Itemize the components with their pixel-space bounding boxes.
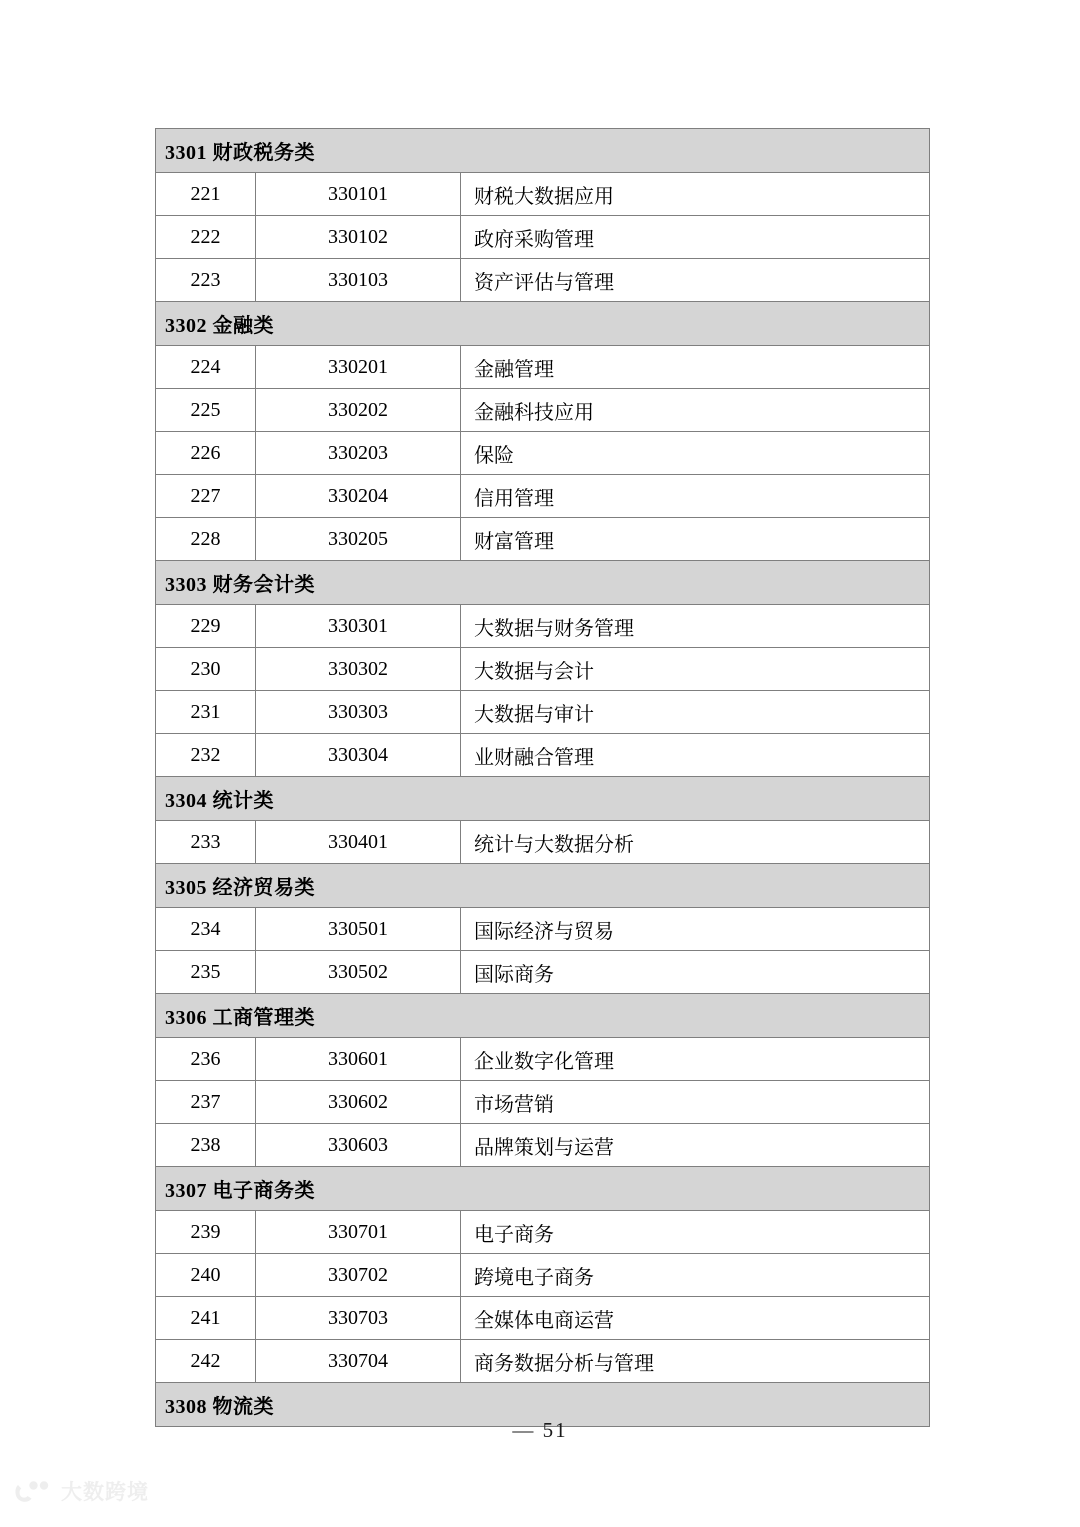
watermark-text: 大数跨境 [61, 1479, 149, 1504]
row-major-name: 统计与大数据分析 [461, 821, 930, 864]
row-sequence-number: 238 [156, 1124, 256, 1167]
dashu-logo-icon [14, 1479, 54, 1505]
row-major-name: 品牌策划与运营 [461, 1124, 930, 1167]
row-major-code: 330201 [256, 346, 461, 389]
row-sequence-number: 230 [156, 648, 256, 691]
row-major-code: 330103 [256, 259, 461, 302]
row-major-code: 330205 [256, 518, 461, 561]
table-row [156, 346, 930, 389]
row-major-code: 330303 [256, 691, 461, 734]
row-major-code: 330603 [256, 1124, 461, 1167]
row-major-name: 金融管理 [461, 346, 930, 389]
row-major-code: 330401 [256, 821, 461, 864]
table-row [156, 173, 930, 216]
row-major-code: 330101 [256, 173, 461, 216]
row-major-code: 330102 [256, 216, 461, 259]
row-major-name: 企业数字化管理 [461, 1038, 930, 1081]
row-sequence-number: 222 [156, 216, 256, 259]
table-row [156, 216, 930, 259]
row-sequence-number: 237 [156, 1081, 256, 1124]
row-major-code: 330202 [256, 389, 461, 432]
row-sequence-number: 235 [156, 951, 256, 994]
row-major-name: 财富管理 [461, 518, 930, 561]
row-major-code: 330502 [256, 951, 461, 994]
category-header-label: 3306 工商管理类 [156, 994, 930, 1038]
row-sequence-number: 232 [156, 734, 256, 777]
page-number: — 51 [512, 1418, 568, 1442]
table-row [156, 259, 930, 302]
row-sequence-number: 242 [156, 1340, 256, 1383]
table-row [156, 475, 930, 518]
category-header-label: 3305 经济贸易类 [156, 864, 930, 908]
major-catalog-table [155, 128, 930, 1427]
row-major-name: 大数据与审计 [461, 691, 930, 734]
row-major-code: 330501 [256, 908, 461, 951]
row-sequence-number: 223 [156, 259, 256, 302]
row-sequence-number: 227 [156, 475, 256, 518]
row-sequence-number: 225 [156, 389, 256, 432]
table-row [156, 1297, 930, 1340]
row-sequence-number: 224 [156, 346, 256, 389]
category-header-row [156, 302, 930, 346]
table-row [156, 1038, 930, 1081]
row-sequence-number: 236 [156, 1038, 256, 1081]
row-sequence-number: 228 [156, 518, 256, 561]
row-major-code: 330204 [256, 475, 461, 518]
row-sequence-number: 240 [156, 1254, 256, 1297]
row-major-name: 电子商务 [461, 1211, 930, 1254]
row-major-code: 330602 [256, 1081, 461, 1124]
category-header-row [156, 777, 930, 821]
row-sequence-number: 226 [156, 432, 256, 475]
row-sequence-number: 231 [156, 691, 256, 734]
category-header-row [156, 1167, 930, 1211]
row-major-name: 业财融合管理 [461, 734, 930, 777]
table-row [156, 605, 930, 648]
row-major-name: 金融科技应用 [461, 389, 930, 432]
watermark [14, 1479, 149, 1505]
row-major-name: 全媒体电商运营 [461, 1297, 930, 1340]
row-major-name: 商务数据分析与管理 [461, 1340, 930, 1383]
row-sequence-number: 234 [156, 908, 256, 951]
table-row [156, 1211, 930, 1254]
row-major-code: 330704 [256, 1340, 461, 1383]
table-row [156, 389, 930, 432]
row-major-code: 330203 [256, 432, 461, 475]
row-major-name: 保险 [461, 432, 930, 475]
row-major-name: 大数据与财务管理 [461, 605, 930, 648]
row-major-code: 330701 [256, 1211, 461, 1254]
category-header-label: 3301 财政税务类 [156, 129, 930, 173]
category-header-label: 3303 财务会计类 [156, 561, 930, 605]
table-row [156, 1124, 930, 1167]
row-major-code: 330304 [256, 734, 461, 777]
table-row [156, 691, 930, 734]
category-header-row [156, 994, 930, 1038]
row-sequence-number: 233 [156, 821, 256, 864]
category-header-label: 3307 电子商务类 [156, 1167, 930, 1211]
row-major-code: 330302 [256, 648, 461, 691]
row-sequence-number: 239 [156, 1211, 256, 1254]
row-major-code: 330301 [256, 605, 461, 648]
table-row [156, 1340, 930, 1383]
table-row [156, 821, 930, 864]
table-row [156, 734, 930, 777]
row-major-name: 资产评估与管理 [461, 259, 930, 302]
table-row [156, 432, 930, 475]
row-major-name: 国际商务 [461, 951, 930, 994]
category-header-row [156, 561, 930, 605]
row-major-name: 国际经济与贸易 [461, 908, 930, 951]
row-sequence-number: 221 [156, 173, 256, 216]
row-major-name: 信用管理 [461, 475, 930, 518]
category-header-label: 3304 统计类 [156, 777, 930, 821]
category-header-row [156, 864, 930, 908]
category-header-label: 3308 物流类 [156, 1383, 930, 1427]
row-major-name: 跨境电子商务 [461, 1254, 930, 1297]
category-header-row [156, 129, 930, 173]
table-row [156, 518, 930, 561]
row-sequence-number: 229 [156, 605, 256, 648]
row-major-code: 330703 [256, 1297, 461, 1340]
table-row [156, 648, 930, 691]
table-row [156, 908, 930, 951]
row-sequence-number: 241 [156, 1297, 256, 1340]
category-header-label: 3302 金融类 [156, 302, 930, 346]
row-major-name: 大数据与会计 [461, 648, 930, 691]
row-major-code: 330601 [256, 1038, 461, 1081]
row-major-name: 财税大数据应用 [461, 173, 930, 216]
row-major-code: 330702 [256, 1254, 461, 1297]
row-major-name: 政府采购管理 [461, 216, 930, 259]
row-major-name: 市场营销 [461, 1081, 930, 1124]
table-row [156, 951, 930, 994]
table-row [156, 1081, 930, 1124]
table-body [156, 129, 930, 1427]
table-row [156, 1254, 930, 1297]
